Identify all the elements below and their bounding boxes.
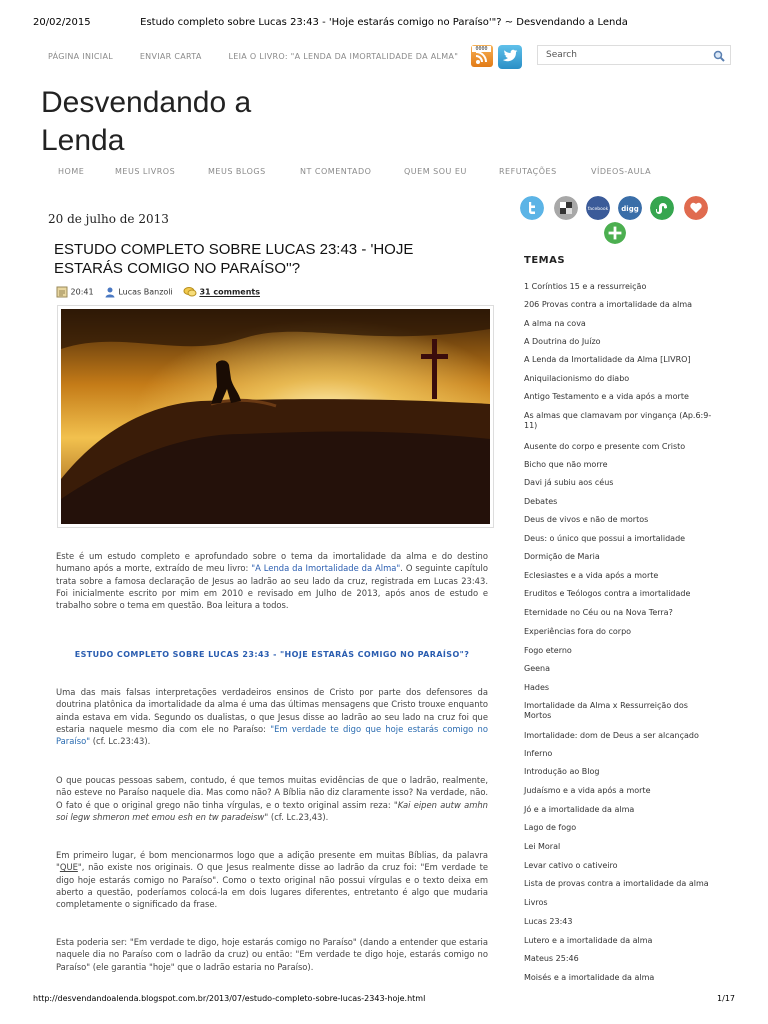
- theme-link[interactable]: A alma na cova: [524, 319, 586, 328]
- theme-link[interactable]: As almas que clamavam por vingança (Ap.6:9-11): [524, 411, 712, 430]
- top-nav-read-book[interactable]: LEIA O LIVRO: "A LENDA DA IMORTALIDADE DA ALMA": [228, 52, 459, 61]
- nav-about-me[interactable]: QUEM SOU EU: [404, 167, 467, 176]
- nav-my-books[interactable]: MEUS LIVROS: [115, 167, 176, 176]
- p2-ref: " (cf. Lc.23,43).: [264, 811, 329, 822]
- nav-home[interactable]: HOME: [58, 167, 85, 176]
- theme-link[interactable]: Debates: [524, 497, 558, 506]
- digg-icon[interactable]: [618, 196, 642, 220]
- p2-text: O que poucas pessoas sabem, contudo, é que temos muitas evidências de que o ladrão, realmente, não esteve no Paraíso naquele dia. Mas como não? A Bíblia não diz claramente isso? Na verdade, não. O fato é que o original grego não tinha vírgulas, e o texto original assim reza: ": [56, 775, 488, 810]
- twitter-share-icon[interactable]: [520, 196, 544, 220]
- site-title[interactable]: Desvendando a Lenda: [41, 86, 252, 157]
- print-header: [33, 17, 735, 31]
- p3-text-1: Em primeiro lugar, é bom mencionarmos logo que a adição presente em muitas Bíblias, da palavra ": [56, 850, 488, 873]
- p1-ref: (cf. Lc.23:43).: [90, 736, 151, 747]
- twitter-icon[interactable]: [498, 45, 522, 69]
- intro-paragraph: [56, 550, 488, 611]
- nav-video-classes[interactable]: VÍDEOS-AULA: [591, 167, 652, 176]
- comments-link[interactable]: 31 comments: [199, 287, 260, 297]
- theme-link[interactable]: A Doutrina do Juízo: [524, 337, 601, 346]
- post-author[interactable]: Lucas Banzoli: [118, 287, 173, 297]
- theme-link[interactable]: Dormição de Maria: [524, 552, 600, 561]
- theme-link[interactable]: Jó e a imortalidade da alma: [524, 805, 635, 814]
- print-doc-title: Estudo completo sobre Lucas 23:43 - 'Hoje estarás comigo no Paraíso'"? ~ Desvendando a Lenda: [140, 17, 628, 28]
- post-time: 20:41: [70, 287, 94, 297]
- post-date: 20 de julho de 2013: [48, 212, 169, 226]
- theme-link[interactable]: Eternidade no Céu ou na Nova Terra?: [524, 608, 673, 617]
- theme-link[interactable]: Lutero e a imortalidade da alma: [524, 936, 653, 945]
- theme-link[interactable]: Fogo eterno: [524, 646, 572, 655]
- p3-que: QUE: [59, 862, 78, 873]
- theme-link[interactable]: Davi já subiu aos céus: [524, 478, 614, 487]
- book-link[interactable]: "A Lenda da Imortalidade da Alma": [251, 563, 401, 574]
- intro-text-2: . O seguinte capítulo trata sobre a famosa declaração de Jesus ao ladrão ao seu lado da cruz, registrada em Lucas 23:43. Foi inicialmente escrito por mim em 2010 e revisado em Julho de 2013, após anos de estudo e trabalho sobre o tema em questão. Boa leitura a todos.: [56, 563, 488, 611]
- comments-icon: [183, 286, 197, 298]
- p3-text-2: ", não existe nos originais. O que Jesus realmente disse ao ladrão da cruz foi: "Em verdade te digo hoje estarás comigo no Paraíso". Como o texto original não possui vírgulas e o texto deixa em aberto a questão, poderíamos colocá-la em dois lugares diferentes, entretanto é algo que mudaria completamente o significado da frase.: [56, 862, 488, 910]
- theme-link[interactable]: Antigo Testamento e a vida após a morte: [524, 392, 689, 401]
- print-url: http://desvendandoalenda.blogspot.com.br/2013/07/estudo-completo-sobre-lucas-2343-hoje.html: [33, 994, 426, 1003]
- p1-quote: "Em verdade te digo que hoje estarás comigo no Paraíso": [56, 723, 488, 747]
- theme-link[interactable]: Experiências fora do corpo: [524, 627, 632, 636]
- user-icon: [104, 286, 116, 298]
- paragraph-3: [56, 849, 488, 910]
- paragraph-1: [56, 686, 488, 747]
- digg-label: digg: [621, 205, 639, 213]
- theme-link[interactable]: Lei Moral: [524, 842, 561, 851]
- plus-icon[interactable]: [604, 222, 626, 244]
- paragraph-4: Esta poderia ser: "Em verdade te digo, hoje estarás comigo no Paraíso" (dando a entender que estaria naquele dia no Paraíso com o ladrão da cruz) ou então: "Em verdade te digo hoje, estarás comigo no Paraíso" (ele garantia "hoje" que o ladrão estaria no Paraíso).: [56, 937, 488, 972]
- facebook-label: facebook: [587, 207, 609, 212]
- theme-link[interactable]: A Lenda da Imortalidade da Alma [LIVRO]: [524, 355, 691, 364]
- theme-link[interactable]: Aniquilacionismo do diabo: [524, 374, 630, 383]
- top-nav-home[interactable]: PÁGINA INICIAL: [48, 52, 113, 61]
- p1-text: Uma das mais falsas interpretações verdadeiros ensinos de Cristo por parte dos defensores da doutrina platônica da imortalidade da alma é uma das últimas mensagens que Cristo trouxe enquanto ainda estava em vida. Segundo os dualistas, o que Jesus disse ao ladrão ao seu lado na cruz foi que estaria naquele mesmo dia com ele no Paraíso:: [56, 687, 488, 734]
- theme-link[interactable]: Geena: [524, 664, 551, 673]
- theme-link[interactable]: Imortalidade da Alma x Ressurreição dos Mortos: [524, 701, 688, 720]
- heart-icon[interactable]: [684, 196, 708, 220]
- paragraph-2: [56, 774, 488, 823]
- theme-link[interactable]: Mateus 25:46: [524, 954, 579, 963]
- hero-image: [57, 305, 494, 528]
- theme-link[interactable]: Moisés e a imortalidade da alma: [524, 973, 655, 982]
- theme-link[interactable]: Lista de provas contra a imortalidade da alma: [524, 879, 709, 888]
- nav-refutations[interactable]: REFUTAÇÕES: [499, 167, 557, 176]
- theme-link[interactable]: Deus de vivos e não de mortos: [524, 515, 649, 524]
- p2-greek: Kai eipen autw amhn soi legw shmeron met emou esh en tw paradeisw: [56, 799, 488, 822]
- post-meta: [56, 286, 260, 298]
- top-nav: [48, 52, 482, 61]
- post-title[interactable]: ESTUDO COMPLETO SOBRE LUCAS 23:43 - 'HOJE ESTARÁS COMIGO NO PARAÍSO''?: [54, 241, 414, 277]
- search-input[interactable]: [544, 49, 708, 61]
- theme-link[interactable]: Lucas 23:43: [524, 917, 573, 926]
- theme-link[interactable]: Judaísmo e a vida após a morte: [524, 786, 651, 795]
- search-icon[interactable]: [713, 50, 725, 62]
- clock-icon: [56, 286, 68, 298]
- theme-link[interactable]: Imortalidade: dom de Deus a ser alcançado: [524, 731, 699, 740]
- nav-nt-commented[interactable]: NT COMENTADO: [300, 167, 372, 176]
- theme-link[interactable]: 1 Coríntios 15 e a ressurreição: [524, 282, 647, 291]
- theme-link[interactable]: Livros: [524, 898, 548, 907]
- search-box: [537, 45, 731, 65]
- stumbleupon-icon[interactable]: [650, 196, 674, 220]
- delicious-icon[interactable]: [554, 196, 578, 220]
- theme-link[interactable]: Eclesiastes e a vida após a morte: [524, 571, 659, 580]
- theme-link[interactable]: Introdução ao Blog: [524, 767, 600, 776]
- theme-link[interactable]: Deus: o único que possui a imortalidade: [524, 534, 686, 543]
- print-page-number: 1/17: [717, 994, 735, 1003]
- theme-link[interactable]: Eruditos e Teólogos contra a imortalidade: [524, 589, 691, 598]
- rss-feed-icon[interactable]: [471, 45, 493, 67]
- theme-link[interactable]: Hades: [524, 683, 550, 692]
- top-nav-send-letter[interactable]: ENVIAR CARTA: [139, 52, 202, 61]
- theme-link[interactable]: Ausente do corpo e presente com Cristo: [524, 442, 686, 451]
- themes-title: TEMAS: [524, 255, 566, 266]
- theme-link[interactable]: Lago de fogo: [524, 823, 577, 832]
- theme-link[interactable]: Bicho que não morre: [524, 460, 608, 469]
- section-heading: ESTUDO COMPLETO SOBRE LUCAS 23:43 - "HOJE ESTARÁS COMIGO NO PARAÍSO"?: [74, 650, 470, 659]
- print-footer: [33, 994, 735, 1003]
- nav-my-blogs[interactable]: MEUS BLOGS: [208, 167, 266, 176]
- theme-link[interactable]: Inferno: [524, 749, 553, 758]
- print-date: 20/02/2015: [33, 17, 91, 28]
- theme-link[interactable]: 206 Provas contra a imortalidade da alma: [524, 300, 693, 309]
- feed-count: 0000: [472, 46, 491, 52]
- facebook-icon[interactable]: [586, 196, 610, 220]
- theme-link[interactable]: Levar cativo o cativeiro: [524, 861, 618, 870]
- intro-text-1: Este é um estudo completo e aprofundado sobre o tema da imortalidade da alma e do destino humano após a morte, extraído de meu livro:: [56, 551, 488, 574]
